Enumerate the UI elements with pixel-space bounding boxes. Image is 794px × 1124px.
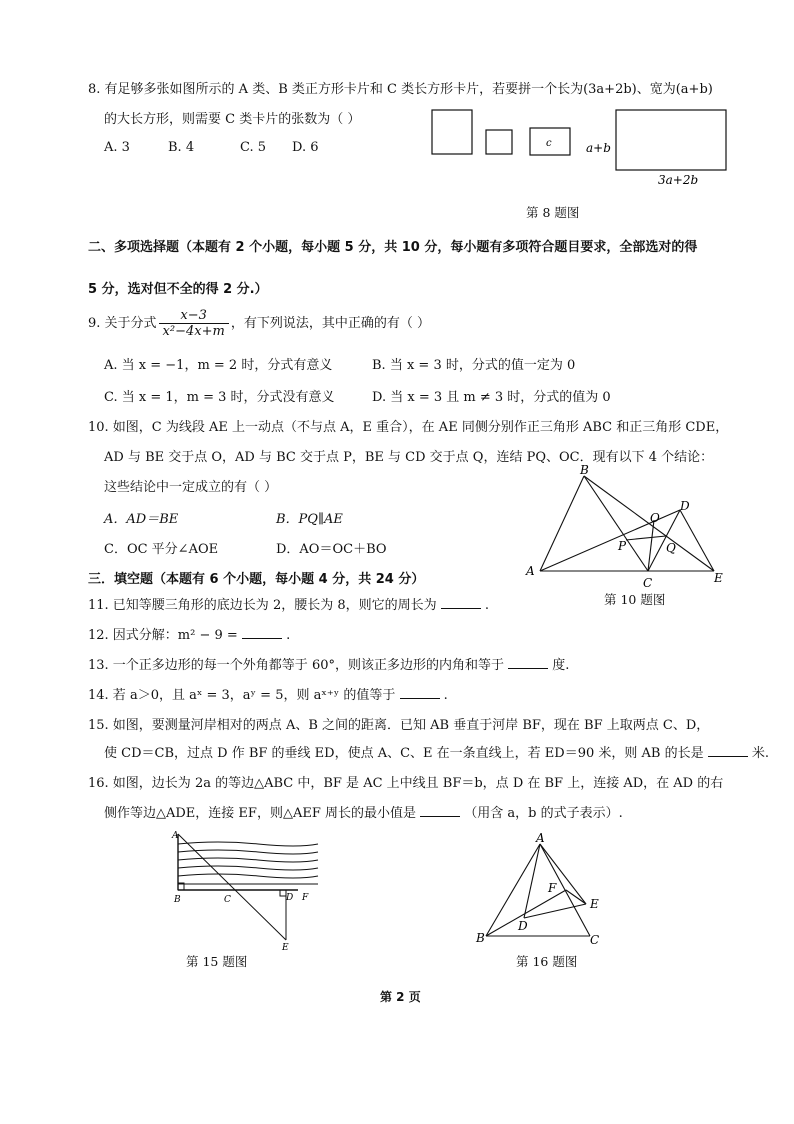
q14-text: 14. 若 a＞0，且 aˣ = 3，aʸ = 5，则 aˣ⁺ʸ 的值等于 xyxy=(88,688,396,703)
q14-answer-blank xyxy=(400,686,440,699)
q16-answer-blank xyxy=(420,804,460,817)
q13-end: 度. xyxy=(552,658,570,673)
point-a-label: A xyxy=(536,832,545,845)
q14 xyxy=(88,684,448,703)
q10-figure xyxy=(518,462,728,592)
q13 xyxy=(88,654,569,673)
page-number: 第 2 页 xyxy=(380,990,421,1004)
q9-fraction xyxy=(159,308,229,339)
q15-answer-blank xyxy=(708,744,748,757)
point-f-label: F xyxy=(302,893,309,903)
section3-title: 三．填空题（本题有 6 个小题，每小题 4 分，共 24 分） xyxy=(88,572,425,587)
q15-end: 米. xyxy=(751,746,770,761)
square-b-card xyxy=(486,130,512,154)
q15-figure xyxy=(168,828,328,952)
q15-line1: 15. 如图，要测量河岸相对的两点 A、B 之间的距离．已知 AB 垂直于河岸 BF，现在 BF 上取两点 C、D， xyxy=(88,718,710,733)
point-q-label: Q xyxy=(666,541,676,555)
q9-prefix: 9. 关于分式 xyxy=(88,316,157,331)
section2-title-cont: 5 分，选对但不全的得 2 分.） xyxy=(88,282,268,297)
q9-option-c: C. 当 x = 1，m = 3 时，分式没有意义 xyxy=(104,390,335,405)
q16-caption: 第 16 题图 xyxy=(516,954,578,969)
point-a-label: A xyxy=(172,831,179,841)
q9-option-d: D. 当 x = 3 且 m ≠ 3 时，分式的值为 0 xyxy=(372,390,611,405)
q10-option-d: D．AO＝OC＋BO xyxy=(276,542,387,557)
q14-end: . xyxy=(443,688,448,703)
q10-option-c: C．OC 平分∠AOE xyxy=(104,542,219,557)
point-c-label: C xyxy=(590,933,600,947)
q8-option-d: D. 6 xyxy=(292,140,319,155)
q10-caption: 第 10 题图 xyxy=(604,592,666,607)
q12-end: . xyxy=(286,628,291,643)
point-a-label: A xyxy=(526,564,535,578)
q8-caption: 第 8 题图 xyxy=(526,205,580,220)
section2-title: 二、多项选择题（本题有 2 个小题，每小题 5 分，共 10 分，每小题有多项符合题目要求，全部选对的得 xyxy=(88,240,698,255)
point-e-label: E xyxy=(590,897,599,911)
q9-option-b: B. 当 x = 3 时，分式的值一定为 0 xyxy=(372,358,576,373)
q12 xyxy=(88,624,290,643)
q16-end: （用含 a，b 的式子表示）. xyxy=(464,806,623,821)
q11 xyxy=(88,594,489,613)
q16-line2 xyxy=(104,802,623,821)
q8-option-c: C. 5 xyxy=(240,140,267,155)
point-f-label: F xyxy=(548,881,557,895)
square-a-card xyxy=(432,110,472,154)
q12-text: 12. 因式分解：m² − 9 = xyxy=(88,628,238,643)
q8-line2: 的大长方形，则需要 C 类卡片的张数为（ ） xyxy=(104,112,361,127)
q15-line2-text: 使 CD＝CB，过点 D 作 BF 的垂线 ED，使点 A、C、E 在一条直线上，若 ED＝90 米，则 AB 的长是 xyxy=(104,746,704,761)
point-p-label: P xyxy=(618,539,627,553)
q15-line2 xyxy=(104,742,769,761)
q16-line2-text: 侧作等边△ADE，连接 EF，则△AEF 周长的最小值是 xyxy=(104,806,416,821)
point-e-label: E xyxy=(282,943,289,952)
width-label: a+b xyxy=(586,141,611,155)
q8-figure xyxy=(420,100,740,192)
q9-denominator: x²−4x+m xyxy=(162,324,225,339)
q16-figure xyxy=(470,832,610,948)
q13-answer-blank xyxy=(508,656,548,669)
q12-answer-blank xyxy=(242,626,282,639)
point-d-label: D xyxy=(518,919,528,933)
point-d-label: D xyxy=(286,893,294,903)
q10-line1: 10. 如图，C 为线段 AE 上一动点（不与点 A，E 重合），在 AE 同侧分别作正三角形 ABC 和正三角形 CDE， xyxy=(88,420,729,435)
q9-suffix: ，有下列说法，其中正确的有（ ） xyxy=(230,316,430,331)
q9-numerator: x−3 xyxy=(159,308,229,324)
q10-line2: AD 与 BE 交于点 O，AD 与 BC 交于点 P，BE 与 CD 交于点 Q，连结 PQ、OC．现有以下 4 个结论： xyxy=(104,450,714,465)
point-o-label: O xyxy=(650,511,660,525)
point-b-label: B xyxy=(174,895,181,905)
q10-line3: 这些结论中一定成立的有（ ） xyxy=(104,480,278,495)
point-b-label: B xyxy=(580,463,589,477)
q9-option-a: A. 当 x = −1，m = 2 时，分式有意义 xyxy=(104,358,333,373)
length-label: 3a+2b xyxy=(658,173,699,187)
point-e-label: E xyxy=(714,571,723,585)
card-c-label: c xyxy=(546,138,552,149)
q10-option-b: B．PQ∥AE xyxy=(276,512,343,527)
point-c-label: C xyxy=(643,576,653,590)
point-b-label: B xyxy=(476,931,485,945)
q11-answer-blank xyxy=(441,596,481,609)
q15-caption: 第 15 题图 xyxy=(186,954,248,969)
q8-option-a: A. 3 xyxy=(104,140,130,155)
q13-text: 13. 一个正多边形的每一个外角都等于 60°，则该正多边形的内角和等于 xyxy=(88,658,504,673)
q10-option-a: A．AD＝BE xyxy=(104,512,179,527)
q8-option-b: B. 4 xyxy=(168,140,195,155)
point-d-label: D xyxy=(680,499,690,513)
q11-text: 11. 已知等腰三角形的底边长为 2，腰长为 8，则它的周长为 xyxy=(88,598,437,613)
big-rectangle xyxy=(616,110,726,170)
q8-line1: 8. 有足够多张如图所示的 A 类、B 类正方形卡片和 C 类长方形卡片，若要拼一个长为(3a+2b)、宽为(a+b) xyxy=(88,82,713,97)
q16-line1: 16. 如图，边长为 2a 的等边△ABC 中，BF 是 AC 上中线且 BF＝b，点 D 在 BF 上，连接 AD，在 AD 的右 xyxy=(88,776,724,791)
q11-end: . xyxy=(484,598,490,613)
q9-stem xyxy=(88,308,430,339)
point-c-label: C xyxy=(224,895,231,905)
